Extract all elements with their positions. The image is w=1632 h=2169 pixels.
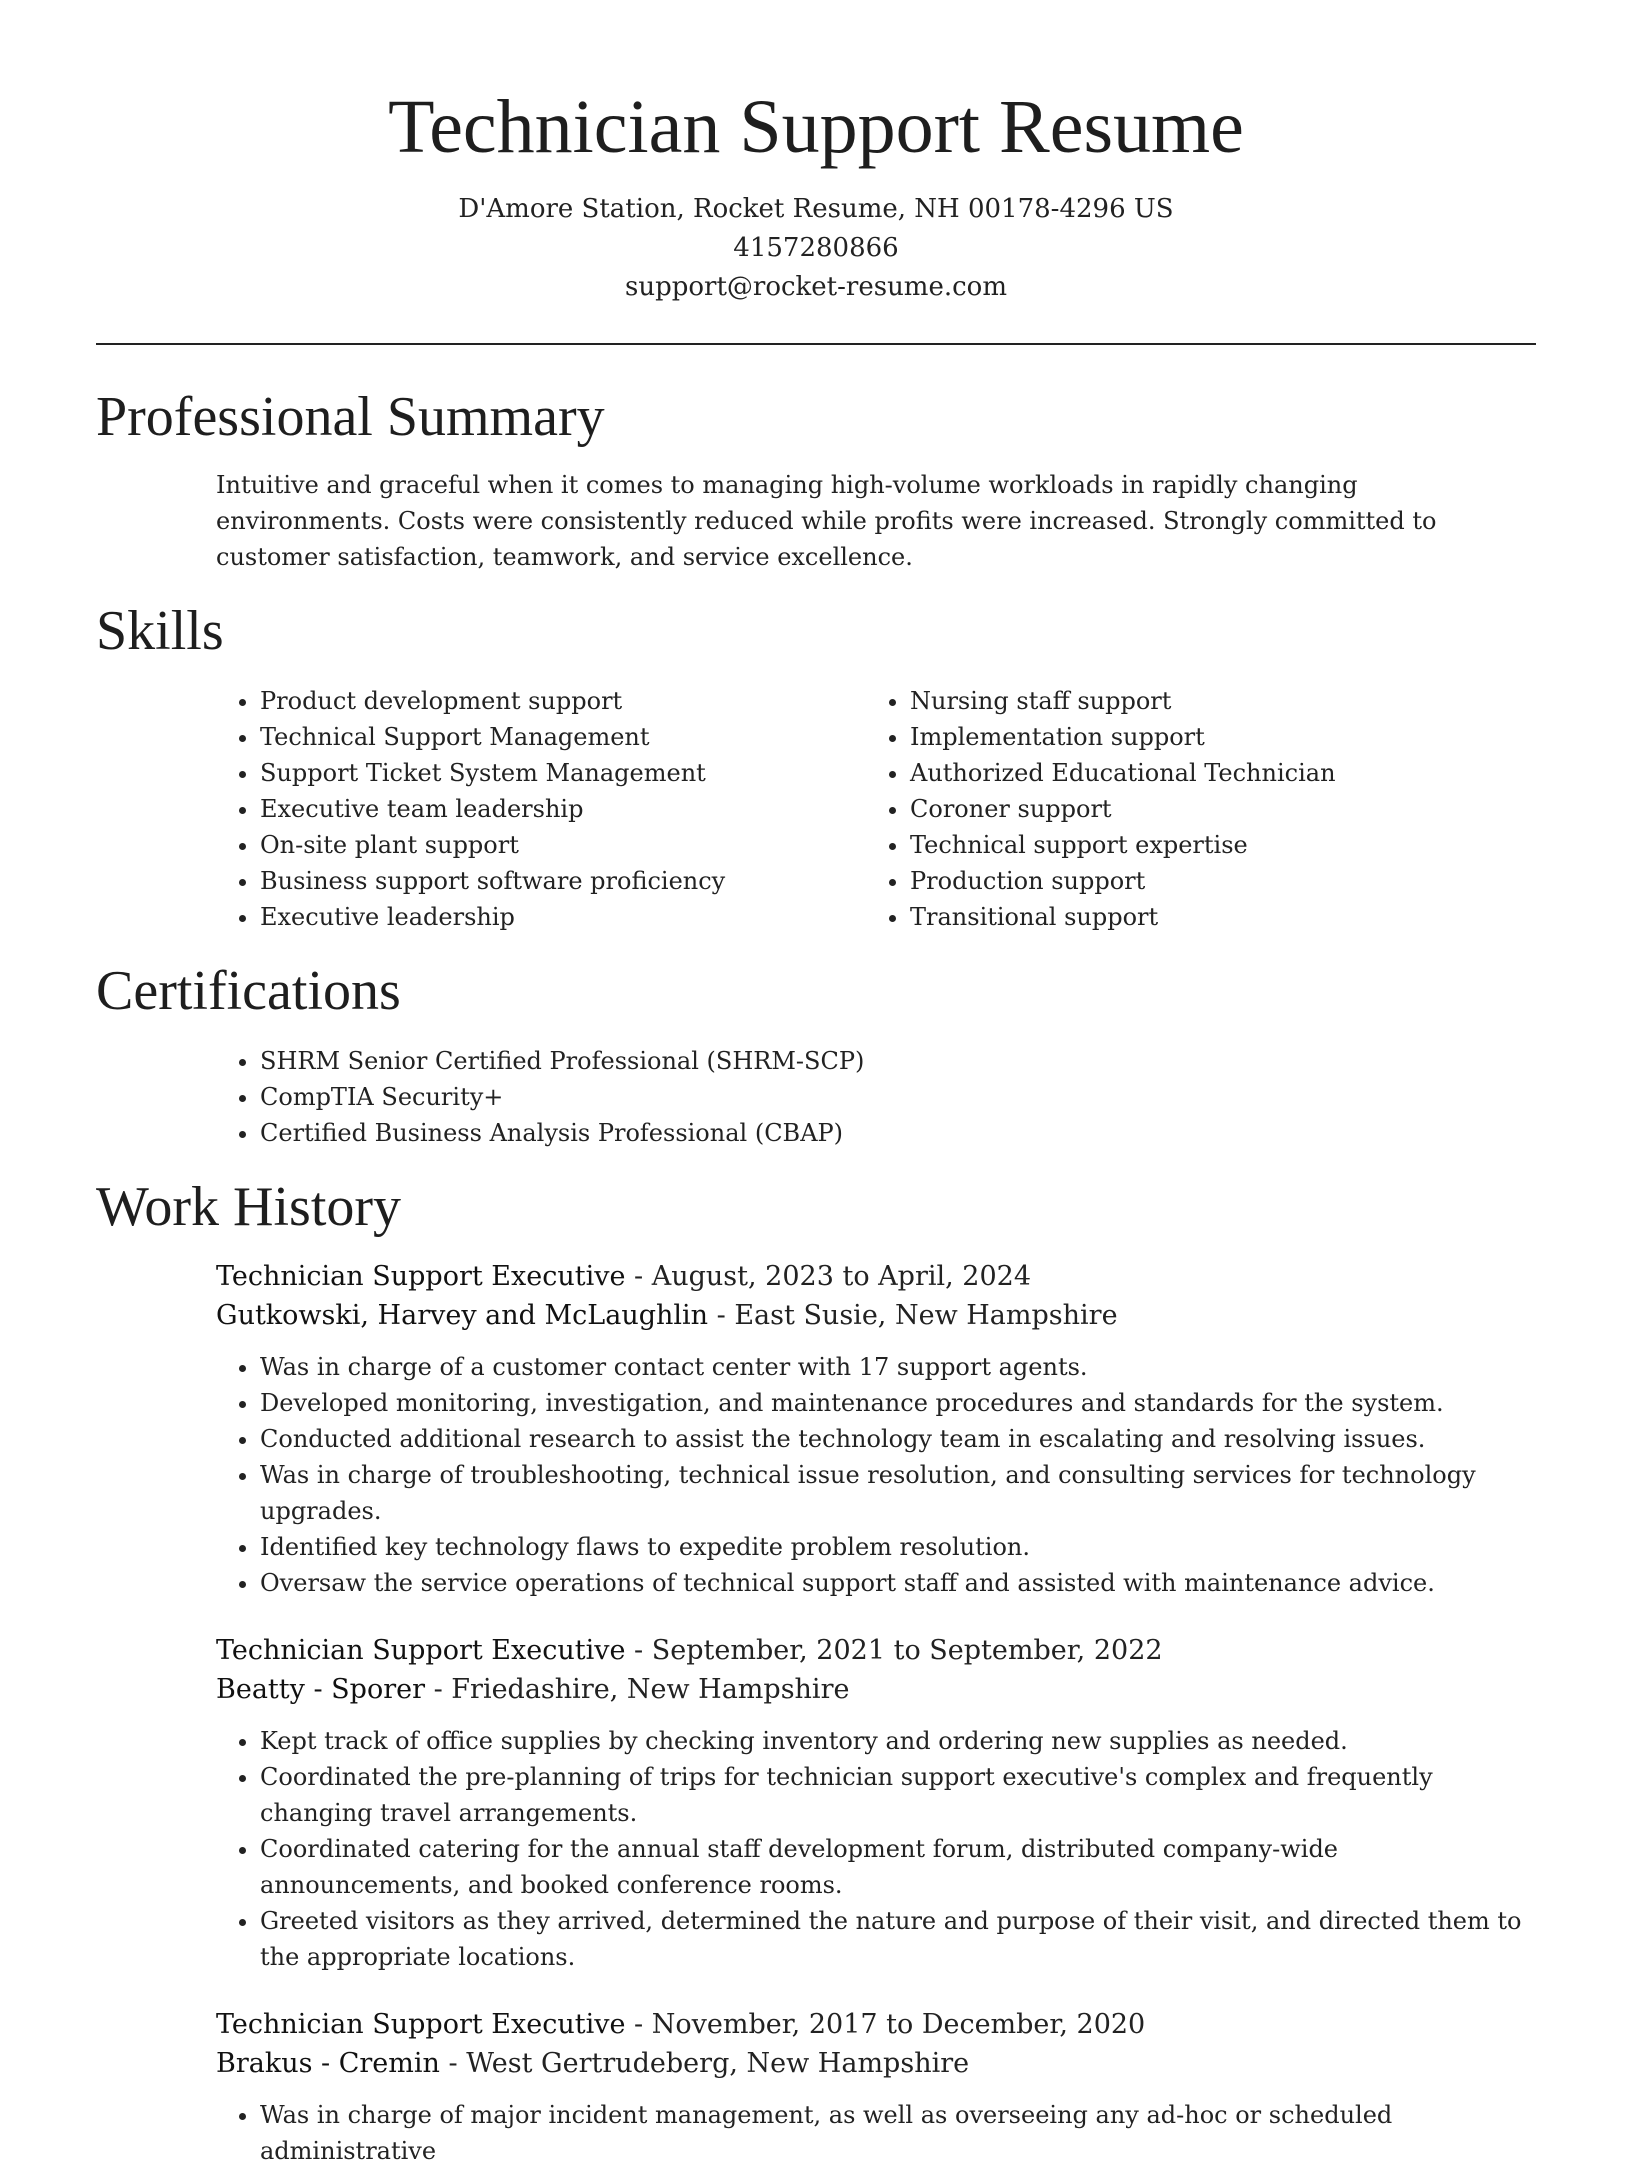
job-location: West Gertrudeberg, New Hampshire	[466, 2048, 970, 2079]
summary-heading: Professional Summary	[96, 386, 605, 448]
skill-item: • On-site plant support	[260, 827, 866, 863]
job-location: East Susie, New Hampshire	[734, 1300, 1118, 1331]
job-location: Friedashire, New Hampshire	[451, 1674, 850, 1705]
job-bullet: • Oversaw the service operations of technical support staff and assisted with maintenance advice.	[260, 1565, 1536, 1601]
job-bullet: • Developed monitoring, investigation, and maintenance procedures and standards for the system.	[260, 1385, 1536, 1421]
job-dates: September, 2021 to September, 2022	[651, 1635, 1163, 1666]
professional-summary-section	[96, 385, 1536, 575]
contact-email: support@rocket-resume.com	[624, 272, 1007, 302]
job-entry	[216, 2005, 1536, 2169]
skill-item: • Coroner support	[910, 791, 1336, 827]
certification-item: • Certified Business Analysis Professional (CBAP)	[260, 1115, 1536, 1151]
separator: -	[425, 1674, 452, 1705]
job-entry	[216, 1631, 1536, 1975]
job-title-line	[216, 1257, 1536, 1296]
separator: -	[625, 1635, 652, 1666]
job-bullets	[216, 1349, 1536, 1601]
job-entry	[216, 1257, 1536, 1601]
skill-item: • Authorized Educational Technician	[910, 755, 1336, 791]
job-dates: August, 2023 to April, 2024	[651, 1261, 1032, 1292]
skills-columns	[216, 683, 1536, 935]
job-bullet: • Coordinated the pre-planning of trips for technician support executive's complex and frequently changing travel arrangements.	[260, 1759, 1536, 1831]
resume-title: Technician Support Resume	[388, 85, 1244, 169]
job-bullet: • Was in charge of a customer contact center with 17 support agents.	[260, 1349, 1536, 1385]
skill-item: • Nursing staff support	[910, 683, 1336, 719]
job-company: Gutkowski, Harvey and McLaughlin	[216, 1300, 709, 1331]
skill-item: • Production support	[910, 863, 1336, 899]
skill-item: • Technical support expertise	[910, 827, 1336, 863]
separator: -	[439, 2048, 467, 2079]
job-bullet: • Greeted visitors as they arrived, determined the nature and purpose of their visit, and directed them to the appropriate locations.	[260, 1903, 1536, 1975]
work-history-section	[96, 1175, 1536, 2169]
resume-header	[0, 0, 1632, 307]
job-title: Technician Support Executive	[216, 2009, 626, 2040]
separator: -	[625, 1261, 652, 1292]
job-bullet: • Was in charge of major incident management, as well as overseeing any ad-hoc or scheduled administrative	[260, 2097, 1536, 2169]
skill-item: • Executive leadership	[260, 899, 866, 935]
job-bullet: • Kept track of office supplies by checking inventory and ordering new supplies as needed.	[260, 1723, 1536, 1759]
certifications-list	[216, 1043, 1536, 1151]
job-company: Brakus - Cremin	[216, 2048, 440, 2079]
job-company-line	[216, 1296, 1536, 1335]
skill-item: • Business support software proficiency	[260, 863, 866, 899]
job-company: Beatty - Sporer	[216, 1674, 425, 1705]
skills-column-1	[216, 683, 866, 935]
skills-column-2	[866, 683, 1336, 935]
skill-item: • Implementation support	[910, 719, 1336, 755]
summary-text: Intuitive and graceful when it comes to managing high-volume workloads in rapidly changing environments. Costs were consistently reduced while profits were increased. Strongly committed to customer satisfaction, teamwork, and service excellence.	[216, 471, 1437, 571]
contact-block	[0, 190, 1632, 307]
job-bullet: • Identified key technology flaws to expedite problem resolution.	[260, 1529, 1536, 1565]
job-bullets	[216, 2097, 1536, 2169]
separator: -	[625, 2009, 652, 2040]
job-bullets	[216, 1723, 1536, 1975]
contact-phone: 4157280866	[733, 233, 899, 263]
skills-section	[96, 599, 1536, 935]
skill-item: • Product development support	[260, 683, 866, 719]
job-title: Technician Support Executive	[216, 1261, 626, 1292]
certification-item: • CompTIA Security+	[260, 1079, 1536, 1115]
contact-address: D'Amore Station, Rocket Resume, NH 00178-4296 US	[458, 194, 1174, 224]
job-company-line	[216, 1670, 1536, 1709]
skills-heading: Skills	[96, 600, 224, 662]
skill-item: • Support Ticket System Management	[260, 755, 866, 791]
separator: -	[708, 1300, 735, 1331]
job-company-line	[216, 2044, 1536, 2083]
job-bullet: • Conducted additional research to assist the technology team in escalating and resolving issues.	[260, 1421, 1536, 1457]
certification-item: • SHRM Senior Certified Professional (SHRM-SCP)	[260, 1043, 1536, 1079]
job-bullet: • Was in charge of troubleshooting, technical issue resolution, and consulting services for technology upgrades.	[260, 1457, 1536, 1529]
job-title: Technician Support Executive	[216, 1635, 626, 1666]
skill-item: • Technical Support Management	[260, 719, 866, 755]
job-title-line	[216, 2005, 1536, 2044]
header-divider	[96, 343, 1536, 345]
work-history-heading: Work History	[96, 1176, 402, 1238]
job-bullet: • Coordinated catering for the annual staff development forum, distributed company-wide announcements, and booked conference rooms.	[260, 1831, 1536, 1903]
certifications-section	[96, 959, 1536, 1151]
certifications-heading: Certifications	[96, 960, 401, 1022]
skill-item: • Transitional support	[910, 899, 1336, 935]
job-title-line	[216, 1631, 1536, 1670]
skill-item: • Executive team leadership	[260, 791, 866, 827]
job-dates: November, 2017 to December, 2020	[651, 2009, 1146, 2040]
